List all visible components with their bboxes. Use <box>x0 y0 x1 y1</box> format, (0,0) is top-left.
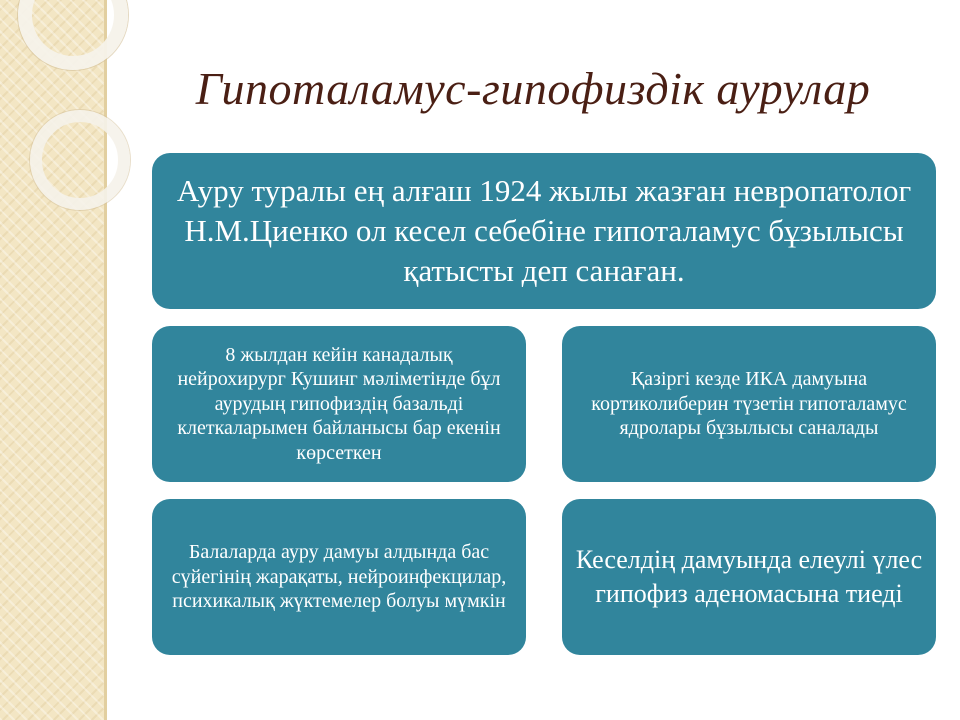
slide-title: Гипоталамус-гипофиздік аурулар <box>195 63 871 114</box>
decorative-ring-middle <box>30 110 130 210</box>
children-causes-box <box>152 499 526 655</box>
current-view-text: Қазіргі кезде ИКА дамуына кортиколиберин түзетін гипоталамус ядролары бұзылысы саналады <box>591 368 907 440</box>
decorative-side-band <box>0 0 106 720</box>
children-causes-text: Балаларда ауру дамуы алдында бас сүйегінің жарақаты, нейроинфекцилар, психикалық жүктемелер болуы мүмкін <box>171 541 507 613</box>
current-view-box <box>562 326 936 482</box>
adenoma-box <box>562 499 936 655</box>
main-statement-text: Ауру туралы ең алғаш 1924 жылы жазған невропатолог Н.М.Циенко ол кесел себебіне гипоталамус бұзылысы қатысты деп санаған. <box>176 172 912 289</box>
adenoma-text: Кеселдің дамуында елеулі үлес гипофиз аденомасына тиеді <box>575 545 923 608</box>
cushing-text: 8 жылдан кейін канадалық нейрохирург Кушинг мәліметінде бұл аурудың гипофиздің базальді клеткаларымен байланысы бар екенін көрсеткен <box>177 344 501 464</box>
cushing-box <box>152 326 526 482</box>
main-statement-box <box>152 153 936 309</box>
